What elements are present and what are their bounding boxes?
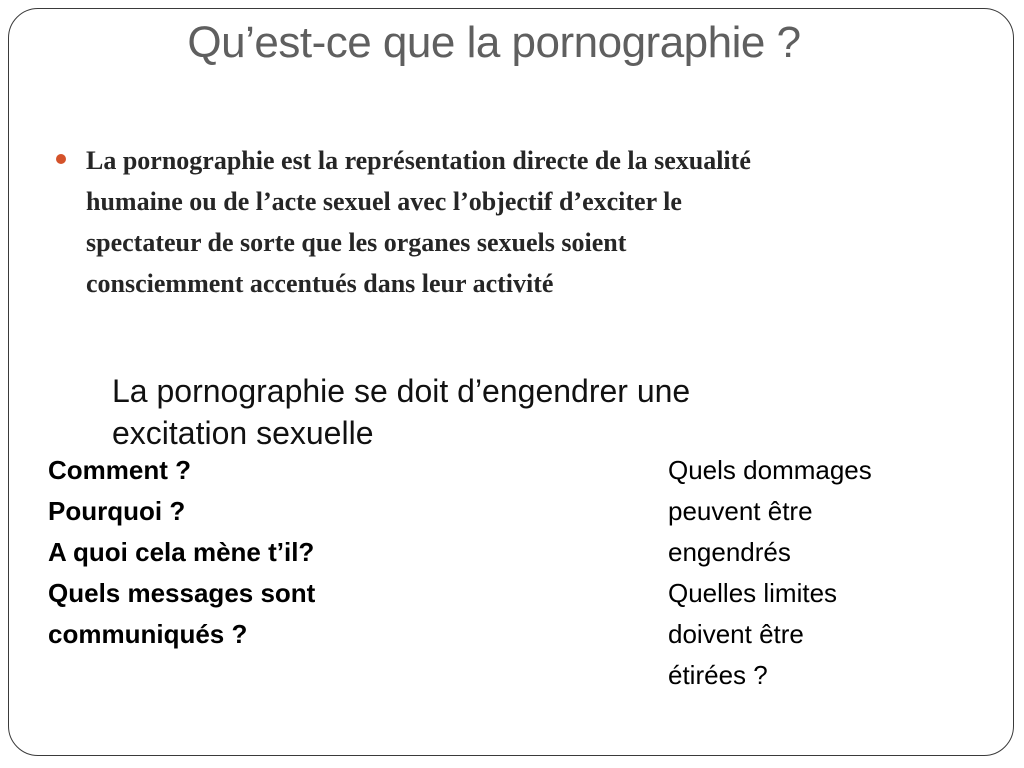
question-item: engendrés <box>668 537 791 567</box>
bullet-line: La pornographie est la représentation directe de la sexualité <box>86 146 751 175</box>
question-item: étirées ? <box>668 660 768 690</box>
bullet-line: consciemment accentués dans leur activité <box>86 269 554 298</box>
bullet-line: spectateur de sorte que les organes sexuels soient <box>86 228 627 257</box>
subline-text <box>112 370 872 454</box>
bullet-block <box>56 140 966 304</box>
subline-line: La pornographie se doit d’engendrer une <box>112 373 691 409</box>
question-item: Pourquoi ? <box>48 496 186 526</box>
bullet-dot-icon <box>56 154 66 164</box>
question-item: doivent être <box>668 619 804 649</box>
question-item: Quels dommages <box>668 455 872 485</box>
question-item: communiqués ? <box>48 619 248 649</box>
question-item: Comment ? <box>48 455 191 485</box>
question-item: Quels messages sont <box>48 578 316 608</box>
slide-title: Qu’est-ce que la pornographie ? <box>187 18 801 67</box>
left-questions <box>48 450 468 655</box>
subline-line: excitation sexuelle <box>112 415 374 451</box>
bullet-line: humaine ou de l’acte sexuel avec l’objectif d’exciter le <box>86 187 682 216</box>
question-item: Quelles limites <box>668 578 838 608</box>
right-questions <box>668 450 988 696</box>
question-item: A quoi cela mène t’il? <box>48 537 315 567</box>
bullet-text <box>86 140 966 304</box>
question-item: peuvent être <box>668 496 813 526</box>
